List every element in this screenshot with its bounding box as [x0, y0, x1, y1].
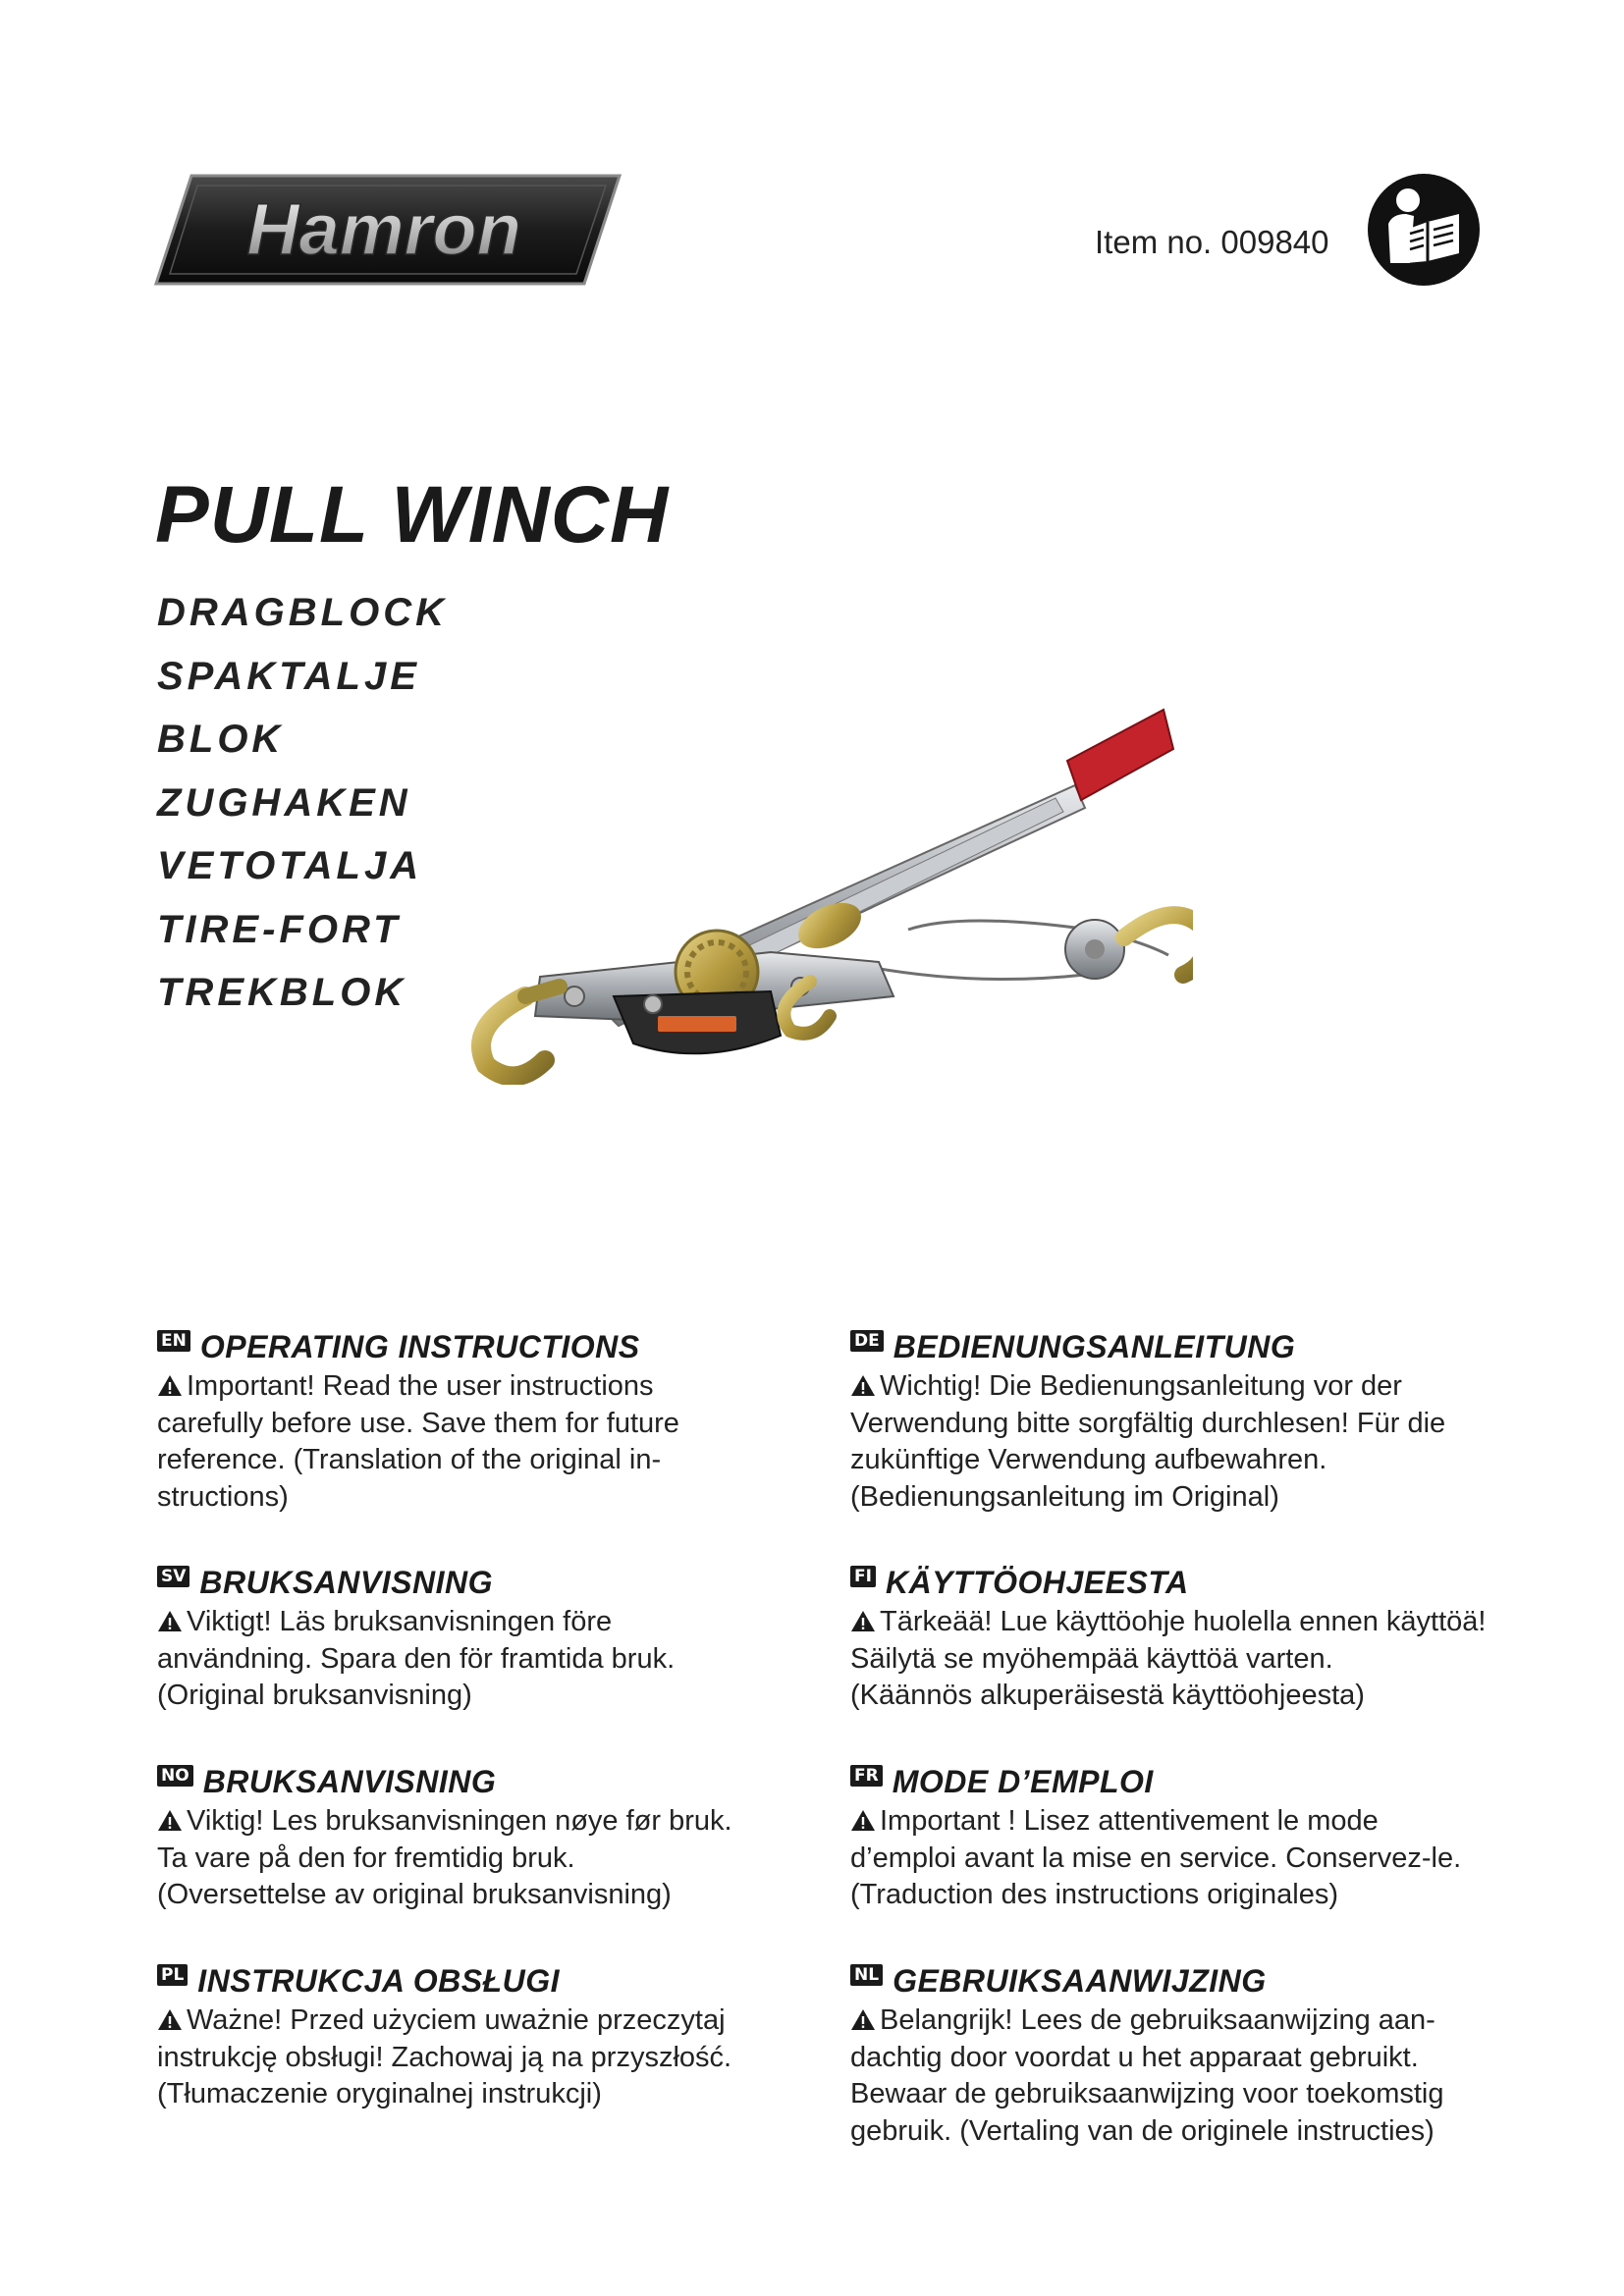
section-title: MODE D’EMPLOI: [892, 1763, 1154, 1799]
lang-badge: FI: [850, 1566, 876, 1587]
read-manual-icon: [1367, 173, 1481, 287]
svg-text:Hamron: Hamron: [246, 188, 521, 270]
warning-icon: [157, 2008, 183, 2031]
warning-icon: [850, 1809, 876, 1832]
lang-badge: FR: [850, 1765, 883, 1787]
section-body: Viktigt! Läs bruksanvisningen före användning. Spara den för framtida bruk. (Original bruksanvisning): [157, 1606, 676, 1711]
lang-badge: SV: [157, 1566, 189, 1587]
lang-badge: NL: [850, 1964, 883, 1986]
section-body: Wichtig! Die Bedienungsanleitung vor der Verwendung bitte sorgfältig durchlesen! Für die zukünftige Verwendung aufbewahren. (Bedienungsanleitung im Original): [850, 1370, 1446, 1513]
item-number: Item no. 009840: [1095, 224, 1329, 260]
section-sv: [157, 1563, 844, 1715]
section-title: BRUKSANVISNING: [202, 1763, 497, 1799]
section-body: Ważne! Przed użyciem uważnie przeczytaj instrukcję obsługi! Zachowaj ją na przyszłość. (Tłumaczenie oryginalnej instrukcji): [157, 2004, 732, 2109]
product-title: PULL WINCH: [155, 470, 670, 560]
warning-icon: [850, 1374, 876, 1397]
lang-badge: PL: [157, 1964, 188, 1986]
section-title: GEBRUIKSAANWIJZING: [893, 1962, 1267, 1999]
subtitle-sv: DRAGBLOCK: [157, 591, 448, 634]
subtitle-no: SPAKTALJE: [157, 654, 420, 698]
product-name-translations: [157, 581, 448, 1025]
warning-icon: [157, 1374, 183, 1397]
section-title: INSTRUKCJA OBSŁUGI: [197, 1962, 561, 1999]
hamron-logo: [152, 172, 623, 288]
warning-icon: [157, 1610, 183, 1632]
subtitle-pl: BLOK: [157, 718, 285, 761]
subtitle-de: ZUGHAKEN: [157, 780, 411, 825]
lang-badge: NO: [157, 1765, 193, 1787]
section-pl: [157, 1961, 844, 2113]
section-fr: [850, 1762, 1538, 1914]
section-body: Viktig! Les bruksanvisningen nøye før bruk. Ta vare på den for fremtidig bruk. (Oversettelse av original bruksanvisning): [157, 1805, 732, 1910]
warning-icon: [850, 2008, 876, 2031]
section-en: [157, 1327, 844, 1516]
lang-badge: DE: [850, 1330, 884, 1352]
section-title: OPERATING INSTRUCTIONS: [199, 1328, 640, 1364]
section-title: BRUKSANVISNING: [199, 1564, 493, 1600]
section-title: KÄYTTÖOHJEESTA: [885, 1564, 1189, 1600]
warning-icon: [157, 1809, 183, 1832]
section-body: Belangrijk! Lees de gebruiksaanwijzing aan- dachtig door voordat u het apparaat gebruikt. Bewaar de gebruiksaanwijzing voor toekomstig gebruik. (Vertaling van de originele instructies): [850, 2004, 1444, 2147]
section-de: [850, 1327, 1538, 1516]
section-body: Important ! Lisez attentivement le mode d’emploi avant la mise en service. Conservez-le. (Traduction des instructions originales): [850, 1805, 1462, 1910]
subtitle-fi: VETOTALJA: [157, 844, 423, 887]
section-fi: [850, 1563, 1538, 1715]
lang-badge: EN: [157, 1330, 190, 1352]
section-title: BEDIENUNGSANLEITUNG: [893, 1328, 1296, 1364]
section-nl: [850, 1961, 1538, 2150]
section-no: [157, 1762, 844, 1914]
pull-winch-image: [447, 702, 1193, 1085]
subtitle-nl: TREKBLOK: [157, 971, 407, 1014]
subtitle-fr: TIRE-FORT: [157, 907, 402, 951]
section-body: Important! Read the user instructions carefully before use. Save them for future reference. (Translation of the original in- structions): [157, 1370, 679, 1513]
section-body: Tärkeää! Lue käyttöohje huolella ennen käyttöä! Säilytä se myöhempää käyttöä varten. (Käännös alkuperäisestä käyttöohjeesta): [850, 1606, 1487, 1711]
warning-icon: [850, 1610, 876, 1632]
